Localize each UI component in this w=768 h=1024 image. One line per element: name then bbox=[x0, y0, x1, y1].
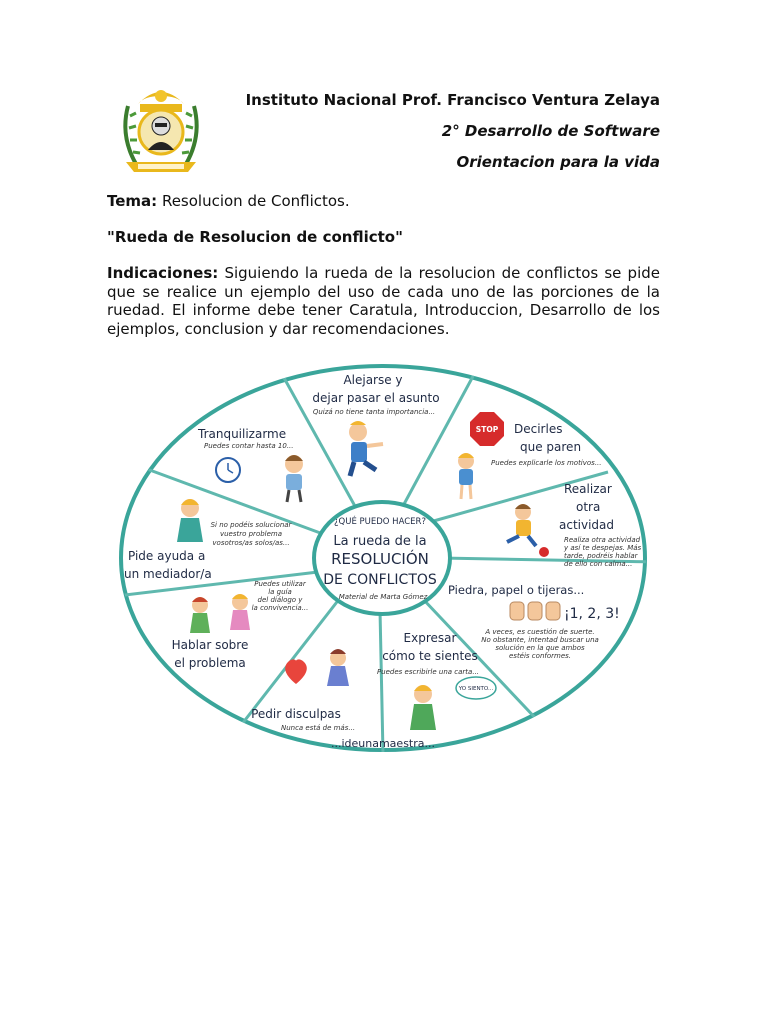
indicaciones-label: Indicaciones: bbox=[107, 264, 219, 282]
school-logo bbox=[118, 86, 204, 180]
speech-bubble-text: YO SIENTO... bbox=[458, 686, 494, 692]
segment-tranq-sub: Puedes contar hasta 10... bbox=[204, 442, 294, 450]
stop-sign-icon bbox=[470, 412, 504, 446]
segment-realizar-sub4: de ello con calma... bbox=[564, 560, 633, 568]
conflict-resolution-wheel bbox=[118, 362, 648, 754]
segment-alejarse-title2: dejar pasar el asunto bbox=[312, 391, 440, 405]
indicaciones-paragraph bbox=[107, 264, 660, 338]
indicaciones-text: Siguiendo la rueda de la resolucion de conflictos se pide que se realice un ejemplo del uso de cada uno de las porciones de la ruedad. El informe debe tener Caratula, Introduccion, Desarrollo de los ejemplos, conclusion y dar recomendaciones. bbox=[107, 264, 660, 338]
segment-hablar-title1: Hablar sobre bbox=[171, 638, 249, 652]
segment-alejarse-sub: Quizá no tiene tanta importancia... bbox=[312, 408, 436, 416]
segment-pedir-sub: Nunca está de más... bbox=[280, 724, 356, 732]
segment-decirles-sub: Puedes explicarle los motivos... bbox=[491, 459, 602, 467]
segment-piedra-sub4: estéis conformes. bbox=[508, 652, 572, 660]
segment-piedra-sub3: solución en la que ambos bbox=[495, 644, 585, 652]
segment-pedir-title: Pedir disculpas bbox=[251, 707, 341, 721]
stop-sign-text: STOP bbox=[475, 425, 499, 434]
segment-piedra-sub1: A veces, es cuestión de suerte. bbox=[485, 628, 595, 636]
segment-pide-title2: un mediador/a bbox=[124, 567, 212, 581]
clock-icon bbox=[216, 458, 240, 482]
hands-icon bbox=[510, 602, 560, 620]
course-name: 2° Desarrollo de Software bbox=[441, 122, 660, 140]
segment-piedra-sub2: No obstante, intentad buscar una bbox=[481, 636, 599, 644]
tema-line bbox=[107, 192, 350, 210]
segment-pide-title1: Pide ayuda a bbox=[128, 549, 206, 563]
segment-realizar-title3: actividad bbox=[559, 518, 615, 532]
segment-pide-sub1: Si no podéis solucionar bbox=[210, 521, 292, 529]
segment-alejarse-title1: Alejarse y bbox=[343, 373, 403, 387]
center-line3: DE CONFLICTOS bbox=[323, 572, 437, 588]
segment-hablar-title2: el problema bbox=[174, 656, 246, 670]
segment-hablar-sub3: del diálogo y bbox=[257, 596, 303, 604]
segment-realizar-sub3: tarde, podréis hablar bbox=[564, 552, 638, 560]
center-line2: RESOLUCIÓN bbox=[331, 550, 429, 568]
watermark: ...ideunamaestra... bbox=[330, 737, 436, 750]
segment-expresar-sub: Puedes escribirle una carta... bbox=[376, 668, 480, 676]
subject-name: Orientacion para la vida bbox=[456, 153, 660, 171]
segment-realizar-title1: Realizar bbox=[564, 482, 612, 496]
tema-label: Tema: bbox=[107, 192, 158, 210]
segment-tranq-title: Tranquilizarme bbox=[198, 427, 287, 441]
document-title: "Rueda de Resolucion de conflicto" bbox=[107, 228, 403, 246]
segment-hablar-sub4: la convivencia... bbox=[251, 604, 309, 612]
segment-decirles-title1: Decirles bbox=[514, 422, 563, 436]
segment-expresar-title2: cómo te sientes bbox=[382, 649, 478, 663]
segment-realizar-sub1: Realiza otra actividad bbox=[564, 536, 641, 544]
segment-pide-sub2: vuestro problema bbox=[219, 530, 283, 538]
segment-hablar-sub2: la guía bbox=[268, 588, 292, 596]
segment-realizar-sub2: y así te despejas. Más bbox=[564, 544, 642, 552]
segment-expresar-title1: Expresar bbox=[403, 631, 457, 645]
institute-name: Instituto Nacional Prof. Francisco Ventura Zelaya bbox=[245, 91, 660, 109]
segment-hablar-sub1: Puedes utilizar bbox=[254, 580, 306, 588]
segment-piedra-count: ¡1, 2, 3! bbox=[564, 606, 620, 622]
center-question: ¿QUÉ PUEDO HACER? bbox=[334, 517, 426, 527]
tema-value: Resolucion de Conflictos. bbox=[157, 192, 350, 210]
segment-realizar-title2: otra bbox=[576, 500, 601, 514]
segment-decirles-title2: que paren bbox=[520, 440, 582, 454]
center-credit: Material de Marta Gómez bbox=[338, 593, 428, 601]
segment-pide-sub3: vosotros/as solos/as... bbox=[212, 539, 290, 547]
center-line1: La rueda de la bbox=[333, 534, 427, 549]
speech-bubble-icon bbox=[456, 677, 496, 699]
segment-piedra-title: Piedra, papel o tijeras... bbox=[448, 583, 585, 597]
